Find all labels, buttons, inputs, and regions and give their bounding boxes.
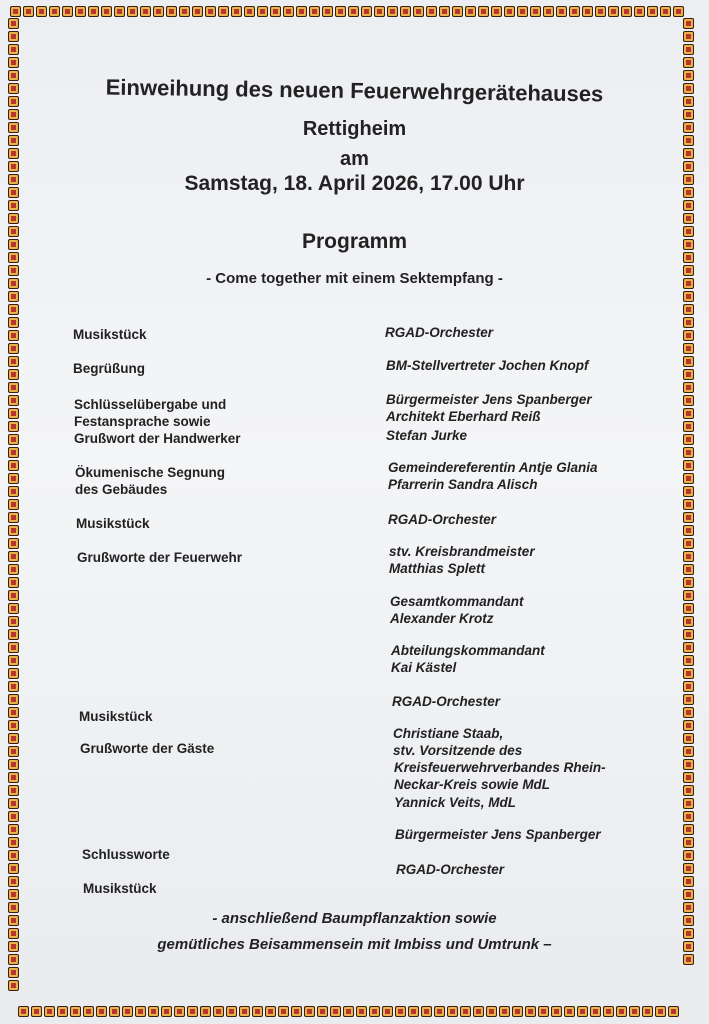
program-heading: Programm	[301, 230, 408, 253]
program-item-right: RGAD-Orchester	[396, 862, 505, 877]
program-item-right: Architekt Eberhard Reiß	[386, 409, 541, 424]
program-item-left: Schlussworte	[82, 847, 170, 862]
program-item-left: Grußworte der Feuerwehr	[77, 550, 243, 565]
event-title: Einweihung des neuen Feuerwehrgerätehauses	[105, 74, 604, 107]
program-item-right: Pfarrerin Sandra Alisch	[388, 477, 538, 492]
program-item-right: Christiane Staab,	[393, 726, 504, 741]
footer-line-1: - anschließend Baumpflanzaktion sowie	[212, 910, 497, 927]
program-item-left: Ökumenische Segnung	[75, 465, 226, 480]
program-subtitle: - Come together mit einem Sektempfang -	[206, 270, 503, 287]
program-item-right: BM-Stellvertreter Jochen Knopf	[386, 358, 589, 373]
event-date: Samstag, 18. April 2026, 17.00 Uhr	[184, 172, 525, 195]
program-item-right: stv. Kreisbrandmeister	[389, 544, 535, 559]
program-item-right: Alexander Krotz	[390, 611, 494, 626]
program-item-right: Gemeindereferentin Antje Glania	[388, 460, 598, 475]
program-item-left: Begrüßung	[73, 361, 145, 376]
program-item-left: Grußworte der Gäste	[80, 741, 215, 756]
program-item-right: Kai Kästel	[391, 660, 457, 675]
program-item-right: Bürgermeister Jens Spanberger	[386, 392, 592, 407]
program-item-right: Yannick Veits, MdL	[394, 795, 517, 810]
program-item-right: Stefan Jurke	[386, 428, 468, 443]
program-item-right: RGAD-Orchester	[385, 325, 494, 340]
program-item-left: Musikstück	[76, 516, 150, 531]
program-item-left: Musikstück	[83, 881, 157, 896]
program-item-left: Schlüsselübergabe und	[74, 397, 227, 412]
program-item-right: Abteilungskommandant	[391, 643, 545, 658]
program-item-right: Bürgermeister Jens Spanberger	[395, 827, 601, 842]
program-item-right: RGAD-Orchester	[388, 512, 497, 527]
program-item-right: Matthias Splett	[389, 561, 486, 576]
program-item-right: Neckar-Kreis sowie MdL	[394, 777, 551, 792]
event-am: am	[340, 148, 369, 170]
program-item-right: RGAD-Orchester	[392, 694, 501, 709]
program-item-left: Grußwort der Handwerker	[74, 431, 241, 446]
program-item-right: stv. Vorsitzende des	[393, 743, 523, 758]
footer-line-2: gemütliches Beisammensein mit Imbiss und Umtrunk –	[157, 936, 552, 953]
program-item-right: Gesamtkommandant	[390, 594, 524, 609]
event-location: Rettigheim	[302, 118, 407, 140]
program-item-left: Festansprache sowie	[74, 414, 211, 429]
program-item-left: Musikstück	[79, 709, 153, 724]
program-item-left: des Gebäudes	[75, 482, 168, 497]
program-item-right: Kreisfeuerwehrverbandes Rhein-	[394, 760, 606, 775]
program-item-left: Musikstück	[73, 327, 147, 342]
